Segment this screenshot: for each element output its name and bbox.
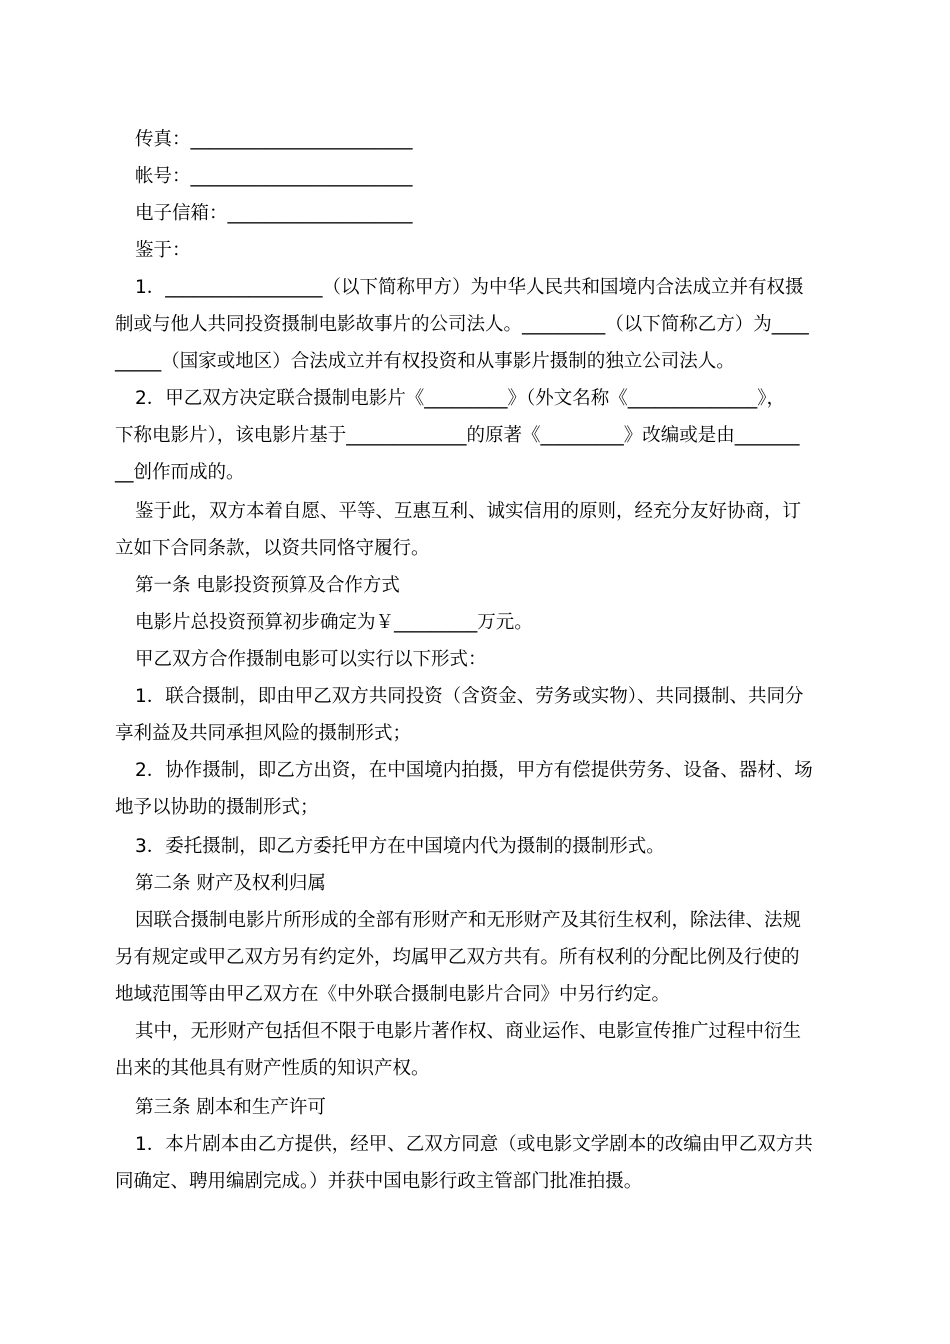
paragraph-line: 2．甲乙双方决定联合摄制电影片《_________》（外文名称《______________》， (135, 388, 786, 409)
paragraph-line: 出来的其他具有财产性质的知识产权。 (115, 1058, 430, 1079)
article-2-title: 第二条 财产及权利归属 (135, 873, 326, 894)
paragraph-line: 2．协作摄制，即乙方出资，在中国境内拍摄，甲方有偿提供劳务、设备、器材、场 (135, 760, 813, 781)
paragraph-line: 鉴于此，双方本着自愿、平等、互惠互利、诚实信用的原则，经充分友好协商，订 (135, 501, 802, 522)
article-1-title: 第一条 电影投资预算及合作方式 (135, 575, 400, 596)
paragraph-line: 1．联合摄制，即由甲乙双方共同投资（含资金、劳务或实物）、共同摄制、共同分 (135, 686, 804, 707)
paragraph-line: _____（国家或地区）合法成立并有权投资和从事影片摄制的独立公司法人。 (115, 351, 735, 372)
account-line: 帐号：________________________ (135, 166, 413, 187)
article-3-title: 第三条 剧本和生产许可 (135, 1097, 326, 1118)
paragraph-line: 电影片总投资预算初步确定为￥_________万元。 (135, 612, 533, 633)
fax-line: 传真：________________________ (135, 129, 413, 150)
paragraph-line: 制或与他人共同投资摄制电影故事片的公司法人。_________（以下简称乙方）为____ (115, 314, 809, 335)
paragraph-line: 1．本片剧本由乙方提供，经甲、乙双方同意（或电影文学剧本的改编由甲乙双方共 (135, 1134, 813, 1155)
whereas-heading: 鉴于： (135, 240, 191, 261)
paragraph-line: 享利益及共同承担风险的摄制形式； (115, 723, 412, 744)
paragraph-line: 1．_________________（以下简称甲方）为中华人民共和国境内合法成立并有权摄 (135, 277, 804, 298)
paragraph-line: 地予以协助的摄制形式； (115, 797, 319, 818)
paragraph-line: 甲乙双方合作摄制电影可以实行以下形式： (135, 649, 487, 670)
paragraph-line: 地域范围等由甲乙双方在《中外联合摄制电影片合同》中另行约定。 (115, 984, 671, 1005)
paragraph-line: 因联合摄制电影片所形成的全部有形财产和无形财产及其衍生权利，除法律、法规 (135, 910, 802, 931)
paragraph-line: 同确定、聘用编剧完成。）并获中国电影行政主管部门批准拍摄。 (115, 1171, 643, 1192)
paragraph-line: 下称电影片），该电影片基于_____________的原著《_________》改编或是由_______ (115, 425, 800, 446)
paragraph-line: 3．委托摄制，即乙方委托甲方在中国境内代为摄制的摄制形式。 (135, 836, 665, 857)
paragraph-line: __创作而成的。 (115, 462, 245, 483)
paragraph-line: 立如下合同条款，以资共同恪守履行。 (115, 538, 430, 559)
email-line: 电子信箱：____________________ (135, 203, 413, 224)
paragraph-line: 其中，无形财产包括但不限于电影片著作权、商业运作、电影宣传推广过程中衍生 (135, 1021, 802, 1042)
paragraph-line: 另有规定或甲乙双方另有约定外，均属甲乙双方共有。所有权利的分配比例及行使的 (115, 947, 800, 968)
